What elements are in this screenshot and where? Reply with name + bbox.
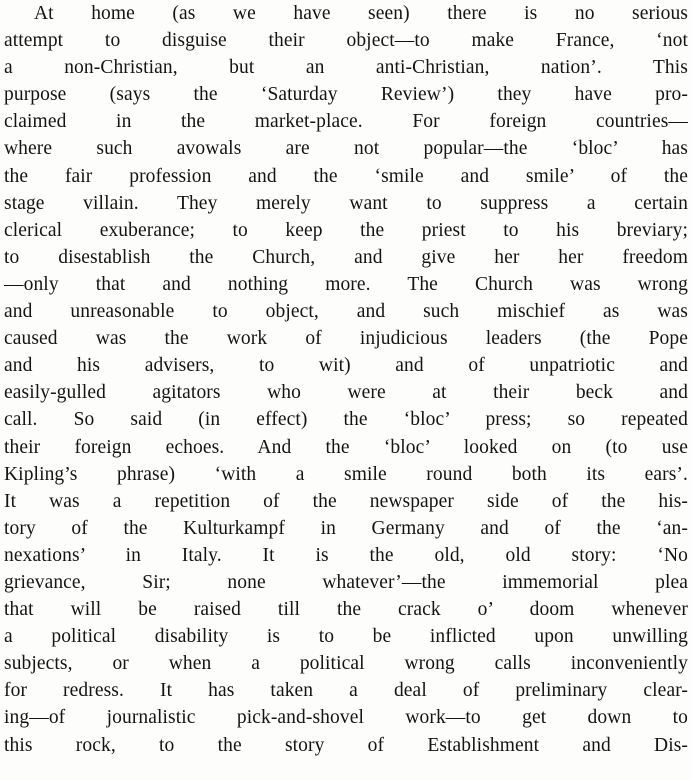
text-line: At home (as we have seen) there is no serious [34, 3, 688, 24]
text-line: where such avowals are not popular—the ‘bloc’ has [4, 138, 688, 160]
text-line: attempt to disguise their object—to make France, ‘not [4, 30, 688, 52]
text-line: the fair profession and the ‘smile and smile’ of the [4, 165, 688, 187]
text-line: ing—of journalistic pick-and-shovel work—to get down to [4, 707, 688, 729]
text-line: tory of the Kulturkampf in Germany and of the ‘an- [4, 517, 688, 539]
body-text [4, 0, 688, 759]
text-line: this rock, to the story of Establishment and Dis- [4, 734, 688, 756]
text-line: subjects, or when a political wrong calls inconveniently [4, 653, 688, 675]
text-line: and unreasonable to object, and such mischief as was [4, 301, 688, 323]
text-line: —only that and nothing more. The Church was wrong [4, 273, 688, 295]
text-line: nexations’ in Italy. It is the old, old story: ‘No [4, 544, 688, 566]
text-line: that will be raised till the crack o’ doom whenever [4, 599, 688, 621]
text-line: It was a repetition of the newspaper side of the his- [4, 490, 688, 512]
text-line: call. So said (in effect) the ‘bloc’ press; so repeated [4, 409, 688, 431]
text-line: grievance, Sir; none whatever’—the immemorial plea [4, 571, 688, 593]
text-line: easily-gulled agitators who were at their beck and [4, 382, 688, 404]
text-line: purpose (says the ‘Saturday Review’) they have pro- [4, 84, 688, 106]
text-line: claimed in the market-place. For foreign countries— [4, 111, 688, 133]
text-line: to disestablish the Church, and give her her freedom [4, 246, 688, 268]
text-line: their foreign echoes. And the ‘bloc’ looked on (to use [4, 436, 688, 458]
text-line: a non-Christian, but an anti-Christian, nation’. This [4, 57, 688, 79]
text-line: stage villain. They merely want to suppress a certain [4, 192, 688, 214]
text-line: and his advisers, to wit) and of unpatriotic and [4, 355, 688, 377]
text-line: for redress. It has taken a deal of preliminary clear- [4, 680, 688, 702]
text-line: caused was the work of injudicious leaders (the Pope [4, 328, 688, 350]
text-line: clerical exuberance; to keep the priest to his breviary; [4, 219, 688, 241]
text-line: Kipling’s phrase) ‘with a smile round both its ears’. [4, 463, 688, 485]
text-line: a political disability is to be inflicted upon unwilling [4, 626, 688, 648]
